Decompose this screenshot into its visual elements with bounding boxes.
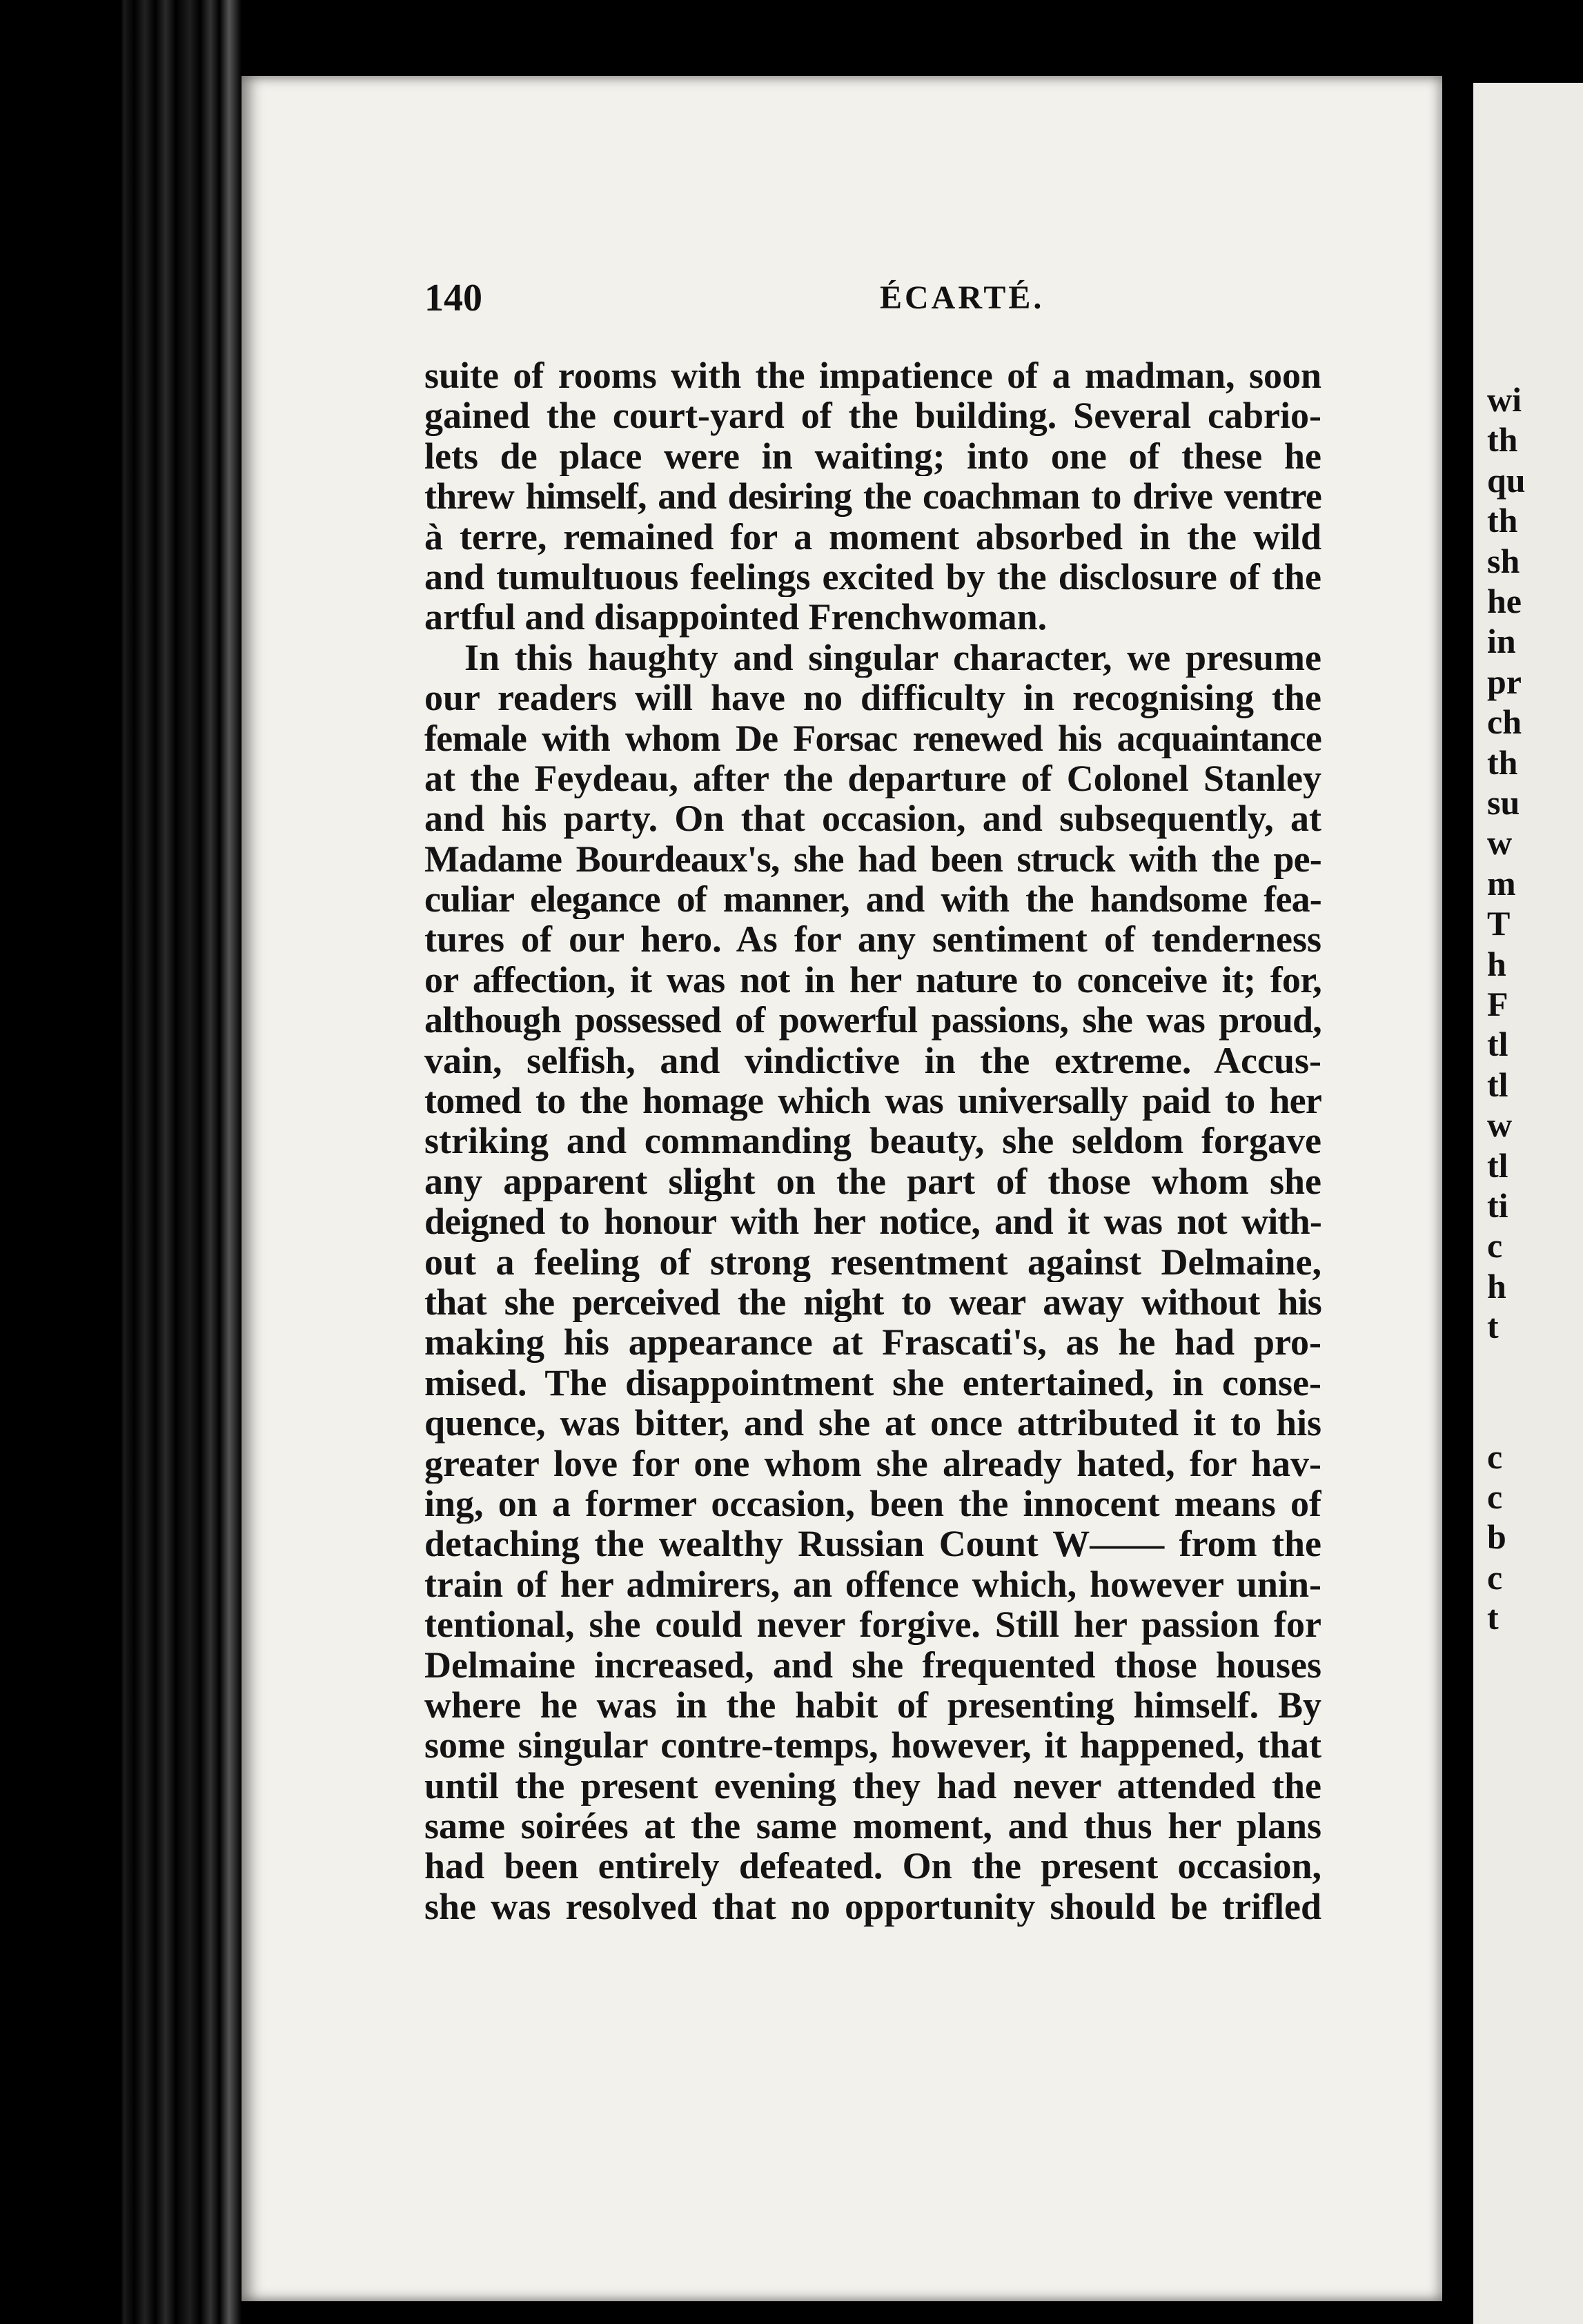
adjacent-page-fragment: T	[1487, 904, 1511, 943]
adjacent-page-fragment: h	[1487, 1266, 1506, 1306]
adjacent-page-fragment: c	[1487, 1557, 1503, 1597]
text-line: although possessed of powerful passions, she was proud,	[424, 1000, 1321, 1041]
text-line: tures of our hero. As for any sentiment of tenderness	[424, 919, 1321, 960]
adjacent-page-fragment: m	[1487, 863, 1516, 903]
adjacent-page-fragment: tl	[1487, 1065, 1508, 1104]
text-line: à terre, remained for a moment absorbed in the wild	[424, 516, 1321, 557]
adjacent-page-fragment: wi	[1487, 380, 1522, 419]
text-line: deigned to honour with her notice, and it was not with-	[424, 1201, 1321, 1242]
adjacent-page-fragment: F	[1487, 985, 1508, 1023]
adjacent-page-fragment: h	[1487, 944, 1506, 983]
text-line: or affection, it was not in her nature to conceive it; for,	[424, 959, 1321, 1001]
adjacent-page-fragment: c	[1487, 1477, 1503, 1516]
body-text	[424, 355, 1321, 1927]
adjacent-page-fragment: w	[1487, 823, 1513, 863]
text-line: making his appearance at Frascati's, as he had pro-	[424, 1322, 1321, 1363]
text-line: threw himself, and desiring the coachman to drive ventre	[424, 476, 1321, 517]
adjacent-page-fragment: pr	[1487, 662, 1522, 701]
text-line: until the present evening they had never attended the	[424, 1765, 1321, 1806]
text-line: mised. The disappointment she entertained, in conse-	[424, 1362, 1321, 1404]
text-line: striking and commanding beauty, she seldom forgave	[424, 1121, 1321, 1161]
text-line: any apparent slight on the part of those whom she	[424, 1161, 1321, 1202]
text-line: where he was in the habit of presenting himself. By	[424, 1684, 1321, 1726]
adjacent-page-fragment: th	[1487, 420, 1518, 460]
text-line: suite of rooms with the impatience of a madman, soon	[424, 355, 1321, 396]
book-page	[242, 76, 1442, 2301]
text-line: ing, on a former occasion, been the innocent means of	[424, 1483, 1321, 1524]
text-line: and tumultuous feelings excited by the disclosure of the	[424, 556, 1321, 598]
text-line: artful and disappointed Frenchwoman.	[424, 597, 1048, 638]
text-line: Delmaine increased, and she frequented those houses	[424, 1644, 1321, 1685]
adjacent-page-fragment: su	[1487, 783, 1520, 822]
text-line: same soirées at the same moment, and thus her plans	[424, 1806, 1321, 1847]
text-line: lets de place were in waiting; into one of these he	[424, 435, 1321, 477]
text-line: culiar elegance of manner, and with the handsome fea-	[424, 879, 1321, 920]
adjacent-page-fragment: tl	[1487, 1145, 1508, 1185]
adjacent-page-fragment: th	[1487, 742, 1518, 782]
text-line: and his party. On that occasion, and subsequently, at	[424, 798, 1321, 839]
text-line: out a feeling of strong resentment against Delmaine,	[424, 1241, 1321, 1282]
adjacent-page-fragment: c	[1487, 1226, 1503, 1266]
text-line: that she perceived the night to wear away without his	[424, 1281, 1321, 1323]
text-line: tomed to the homage which was universally paid to her	[424, 1081, 1321, 1121]
page-number: 140	[424, 277, 482, 319]
adjacent-page-edge	[1466, 0, 1583, 2324]
adjacent-page-fragment: qu	[1487, 460, 1526, 500]
text-line: some singular contre-temps, however, it happened, that	[424, 1725, 1321, 1766]
paragraph-start-line: In this haughty and singular character, we presume	[464, 637, 1321, 678]
page-header	[424, 276, 1239, 338]
adjacent-page-fragment: th	[1487, 501, 1518, 540]
text-line: vain, selfish, and vindictive in the extreme. Accus-	[424, 1040, 1321, 1081]
adjacent-page-fragment: he	[1487, 582, 1522, 620]
adjacent-page-fragment: c	[1487, 1437, 1503, 1476]
text-line: tentional, she could never forgive. Still her passion for	[424, 1604, 1321, 1645]
text-line: greater love for one whom she already hated, for hav-	[424, 1443, 1321, 1484]
adjacent-page-fragment: w	[1487, 1105, 1513, 1145]
text-line: our readers will have no difficulty in recognising the	[424, 678, 1321, 718]
adjacent-page-fragment: t	[1487, 1307, 1499, 1346]
running-head: ÉCARTÉ.	[880, 279, 1045, 316]
adjacent-page-fragment: sh	[1487, 541, 1520, 580]
text-line: female with whom De Forsac renewed his acquaintance	[424, 718, 1321, 758]
text-line: detaching the wealthy Russian Count W—— from the	[424, 1524, 1321, 1564]
adjacent-page-fragment: in	[1487, 622, 1516, 661]
text-line: gained the court-yard of the building. Several cabrio-	[424, 395, 1321, 436]
adjacent-page-fragment: b	[1487, 1517, 1506, 1557]
book-spine-edge	[0, 0, 242, 2324]
text-line: Madame Bourdeaux's, she had been struck with the pe-	[424, 838, 1321, 880]
text-line: quence, was bitter, and she at once attributed it to his	[424, 1403, 1321, 1444]
adjacent-page-fragment: ti	[1487, 1186, 1508, 1225]
text-line: train of her admirers, an offence which, however unin-	[424, 1564, 1321, 1605]
text-line: at the Feydeau, after the departure of Colonel Stanley	[424, 758, 1321, 799]
text-line: had been entirely defeated. On the present occasion,	[424, 1846, 1321, 1887]
adjacent-page-fragment: t	[1487, 1598, 1499, 1637]
adjacent-page-fragment: tl	[1487, 1025, 1508, 1064]
text-line: she was resolved that no opportunity should be trifled	[424, 1886, 1321, 1927]
adjacent-page-fragment: ch	[1487, 702, 1522, 742]
